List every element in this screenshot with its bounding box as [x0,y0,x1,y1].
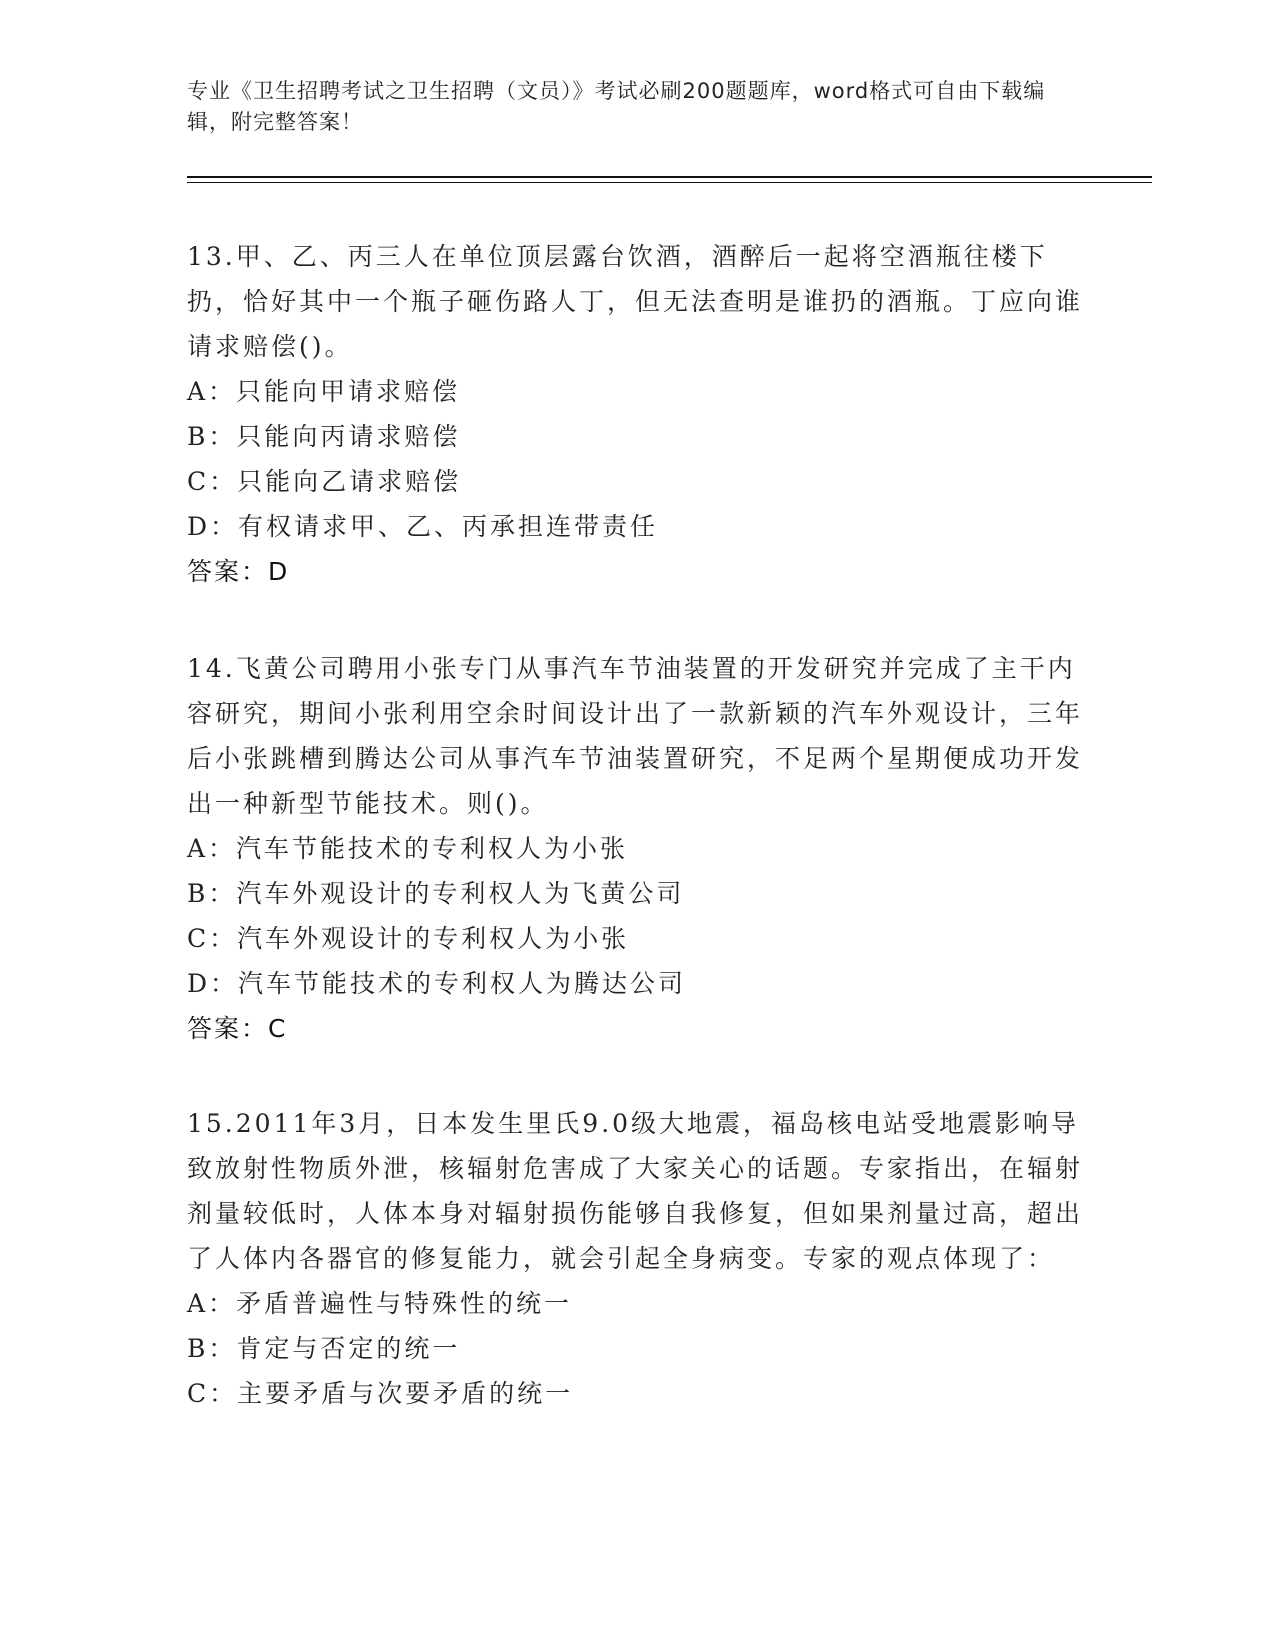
option-c: C：只能向乙请求赔偿 [187,467,462,496]
question-stem: 14.飞黄公司聘用小张专门从事汽车节油装置的开发研究并完成了主干内容研究，期间小张利用空余时间设计出了一款新颖的汽车外观设计，三年后小张跳槽到腾达公司从事汽车节油装置研究，不足两个星期便成功开发出一种新型节能技术。则()。 [187,654,1084,818]
answer: 答案：D [187,557,290,586]
option-a: A：只能向甲请求赔偿 [187,377,461,406]
option-c: C：主要矛盾与次要矛盾的统一 [187,1379,574,1408]
option-d: D：有权请求甲、乙、丙承担连带责任 [187,512,659,541]
option-a: A：汽车节能技术的专利权人为小张 [187,834,629,863]
question-stem: 15.2011年3月，日本发生里氏9.0级大地震，福岛核电站受地震影响导致放射性物质外泄，核辐射危害成了大家关心的话题。专家指出，在辐射剂量较低时，人体本身对辐射损伤能够自我修复，但如果剂量过高，超出了人体内各器官的修复能力，就会引起全身病变。专家的观点体现了： [187,1109,1084,1273]
option-b: B：肯定与否定的统一 [187,1334,461,1363]
question-14 [187,646,1087,1051]
document-header: 专业《卫生招聘考试之卫生招聘（文员）》考试必刷200题题库，word格式可自由下载编辑，附完整答案！ [187,79,1046,134]
option-d: D：汽车节能技术的专利权人为腾达公司 [187,969,687,998]
option-b: B：汽车外观设计的专利权人为飞黄公司 [187,879,685,908]
question-13 [187,234,1087,594]
answer: 答案：C [187,1014,288,1043]
option-c: C：汽车外观设计的专利权人为小张 [187,924,630,953]
question-15 [187,1101,1087,1416]
question-stem: 13.甲、乙、丙三人在单位顶层露台饮酒，酒醉后一起将空酒瓶往楼下扔，恰好其中一个瓶子砸伤路人丁，但无法查明是谁扔的酒瓶。丁应向谁请求赔偿()。 [187,242,1084,361]
option-a: A：矛盾普遍性与特殊性的统一 [187,1289,573,1318]
header-divider-thick [187,176,1152,178]
option-b: B：只能向丙请求赔偿 [187,422,461,451]
header-divider-thin [187,182,1152,183]
